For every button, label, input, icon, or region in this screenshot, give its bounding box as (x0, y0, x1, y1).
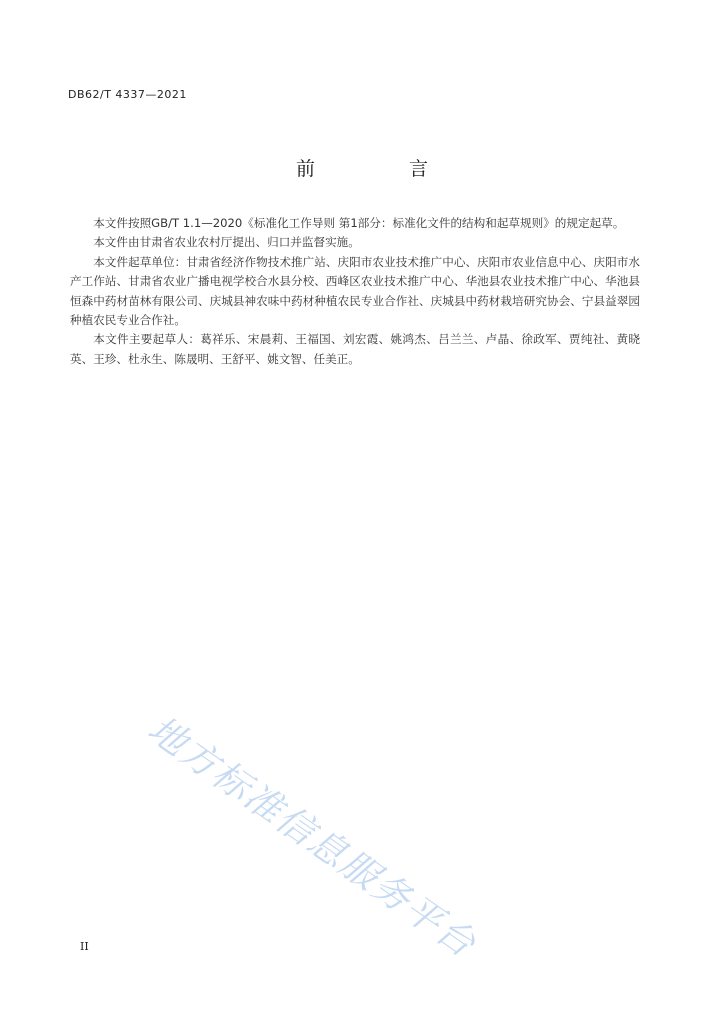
paragraph-drafting-rules: 本文件按照GB/T 1.1—2020《标准化工作导则 第1部分：标准化文件的结构和起草规则》的规定起草。 (93, 216, 625, 230)
page-number: II (80, 940, 89, 953)
foreword-body (70, 214, 640, 369)
paragraph-proposer: 本文件由甘肃省农业农村厅提出、归口并监督实施。 (93, 235, 360, 250)
watermark-text: 地方标准信息服务平台 (140, 707, 485, 967)
paragraph-drafting-units: 本文件起草单位：甘肃省经济作物技术推广站、庆阳市农业技术推广中心、庆阳市农业信息中心、庆阳市水产工作站、甘肃省农业广播电视学校合水县分校、西峰区农业技术推广中心、华池县农业技术推广中心、华池县恒森中药材苗林有限公司、庆城县神农味中药材种植农民专业合作社、庆城县中药材栽培研究协会、宁县益翠园种植农民专业合作社。 (70, 254, 640, 328)
page-title: 前 言 (295, 158, 473, 180)
standard-code: DB62/T 4337—2021 (68, 88, 187, 101)
paragraph-drafters: 本文件主要起草人：葛祥乐、宋晨莉、王福国、刘宏霞、姚鸿杰、吕兰兰、卢晶、徐政军、贾纯社、黄晓英、王珍、杜永生、陈晟明、王舒平、姚文智、任美正。 (70, 332, 640, 366)
